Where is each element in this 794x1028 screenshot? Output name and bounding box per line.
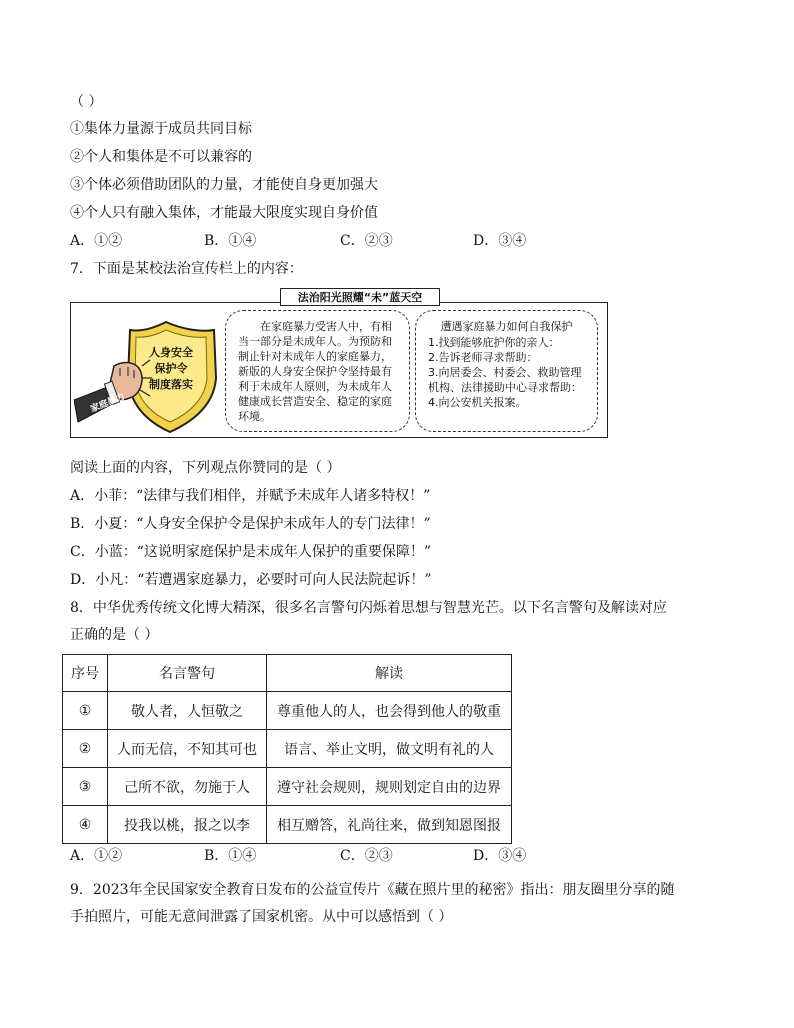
q7-bubble-right-item-1: 1.找到能够庇护你的亲人： [428, 336, 560, 349]
svg-text:家庭暴力: 家庭暴力 [89, 392, 127, 415]
table-header-index: 序号 [63, 655, 108, 692]
table-cell-index: ④ [63, 806, 108, 844]
table-cell-quote: 敬人者，人恒敬之 [108, 692, 267, 730]
q6-statement-2: ②个人和集体是不可以兼容的 [70, 149, 252, 165]
table-cell-quote: 人而无信，不知其可也 [108, 730, 267, 768]
table-cell-interpretation: 尊重他人的人，也会得到他人的敬重 [267, 692, 512, 730]
table-cell-index: ② [63, 730, 108, 768]
q7-option-b: B．小夏：“人身安全保护令是保护未成年人的专门法律！” [70, 516, 431, 532]
q7-question: 阅读上面的内容，下列观点你赞同的是（ ） [70, 460, 341, 476]
q7-bubble-left-text: 在家庭暴力受害人中，有相当一部分是未成年人。为预防和制止针对未成年人的家庭暴力，新版的人身安全保护令坚持最有利于未成年人原则，为未成年人健康成长营造安全、稳定的家庭环境。 [238, 320, 392, 423]
q7-bubble-right [415, 310, 598, 432]
table-row [63, 768, 512, 806]
q7-option-d: D．小凡：“若遭遇家庭暴力，必要时可向人民法院起诉！” [70, 572, 432, 588]
table-cell-interpretation: 语言、举止文明，做文明有礼的人 [267, 730, 512, 768]
shield-fist-illustration [74, 316, 224, 436]
q6-statement-3: ③个体必须借助团队的力量，才能使自身更加强大 [70, 177, 378, 193]
table-header-row [63, 655, 512, 692]
q9-line2: 手拍照片，可能无意间泄露了国家机密。从中可以感悟到（ ） [70, 909, 453, 925]
q7-option-c: C．小蓝：“这说明家庭保护是未成年人保护的重要保障！” [70, 544, 432, 560]
q7-bubble-right-item-2: 2.告诉老师寻求帮助： [428, 351, 538, 364]
table-row [63, 730, 512, 768]
q7-bubble-right-item-4: 4.向公安机关报案。 [428, 396, 527, 409]
table-header-quote: 名言警句 [108, 655, 267, 692]
q8-options [70, 846, 550, 866]
table-header-interpretation: 解读 [267, 655, 512, 692]
q6-option-a: A．①② [70, 233, 123, 249]
q7-panel-title: 法治阳光照耀“未”蓝天空 [280, 288, 440, 306]
table-cell-quote: 己所不欲，勿施于人 [108, 768, 267, 806]
q8-option-b: B．①④ [204, 848, 257, 864]
table-cell-interpretation: 遵守社会规则，规则划定自由的边界 [267, 768, 512, 806]
table-row [63, 806, 512, 844]
table-row [63, 692, 512, 730]
table-cell-quote: 投我以桃，报之以李 [108, 806, 267, 844]
table-cell-index: ③ [63, 768, 108, 806]
q6-statement-1: ①集体力量源于成员共同目标 [70, 121, 252, 137]
q6-option-b: B．①④ [204, 233, 257, 249]
q7-bubble-left [225, 310, 410, 432]
svg-text:制度落实: 制度落实 [149, 378, 193, 391]
q6-option-c: C．②③ [340, 233, 393, 249]
q6-paren: （ ） [70, 94, 103, 110]
table-cell-index: ① [63, 692, 108, 730]
q8-table [62, 654, 512, 844]
q8-stem-line1: 8．中华优秀传统文化博大精深，很多名言警句闪烁着思想与智慧光芒。以下名言警句及解读对应 [70, 600, 667, 616]
q7-option-a: A．小菲：“法律与我们相伴，并赋予未成年人诸多特权！” [70, 488, 431, 504]
q8-option-a: A．①② [70, 848, 123, 864]
q8-option-c: C．②③ [340, 848, 393, 864]
q6-statement-4: ④个人只有融入集体，才能最大限度实现自身价值 [70, 205, 378, 221]
q6-options [70, 231, 550, 251]
q8-option-d: D．③④ [473, 848, 527, 864]
q7-bubble-right-head: 遭遇家庭暴力如何自我保护 [440, 320, 573, 333]
table-cell-interpretation: 相互赠答，礼尚往来，做到知恩图报 [267, 806, 512, 844]
svg-text:人身安全: 人身安全 [149, 346, 193, 359]
q7-bubble-right-item-3: 3.向居委会、村委会、救助管理机构、法律援助中心寻求帮助： [428, 366, 582, 394]
q9-line1: 9．2023年全民国家安全教育日发布的公益宣传片《藏在照片里的秘密》指出：朋友圈里分享的随 [70, 882, 675, 898]
svg-text:保护令: 保护令 [154, 362, 188, 375]
q8-stem-line2: 正确的是（ ） [70, 627, 159, 643]
q6-option-d: D．③④ [473, 233, 527, 249]
q7-stem: 7．下面是某校法治宣传栏上的内容： [70, 261, 303, 277]
